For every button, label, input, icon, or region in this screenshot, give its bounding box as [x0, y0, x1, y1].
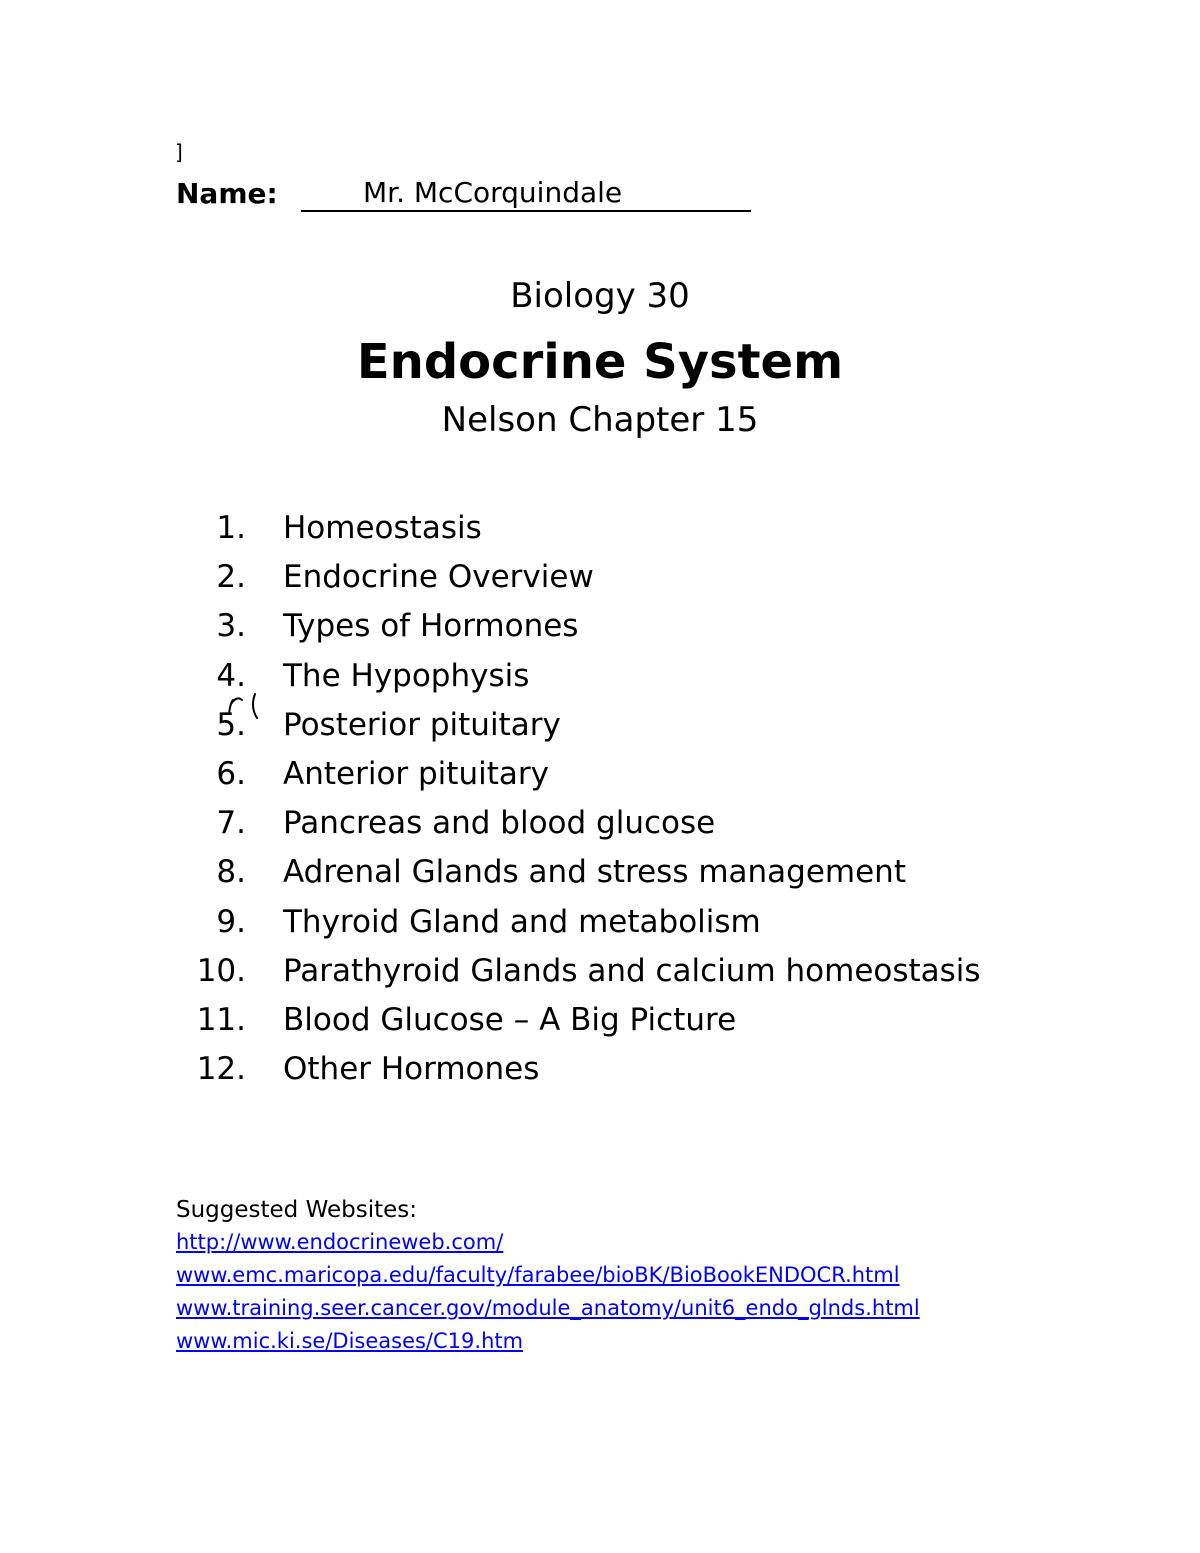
topic-number: 11. — [196, 1001, 246, 1038]
topic-number: 2. — [216, 559, 246, 596]
topic-text: Thyroid Gland and metabolism — [283, 903, 761, 940]
topic-text: Anterior pituitary — [283, 755, 549, 792]
topic-number: 4. — [216, 657, 246, 694]
topic-text: Other Hormones — [283, 1051, 540, 1088]
topic-text: Blood Glucose – A Big Picture — [283, 1001, 737, 1038]
website-link-mic-ki[interactable]: www.mic.ki.se/Diseases/C19.htm — [176, 1329, 524, 1353]
topic-number: 5. — [216, 706, 246, 743]
website-link-endocrineweb[interactable]: http://www.endocrineweb.com/ — [176, 1230, 504, 1254]
topic-text: Posterior pituitary — [283, 706, 561, 743]
name-row — [176, 172, 751, 212]
topic-number: 12. — [196, 1051, 246, 1088]
chapter-subtitle: Nelson Chapter 15 — [441, 400, 759, 440]
page-title: Endocrine System — [356, 334, 844, 390]
name-label: Name: — [176, 177, 278, 210]
websites-heading: Suggested Websites: — [176, 1197, 418, 1223]
name-field: Mr. McCorquindale — [301, 176, 751, 212]
topic-number: 6. — [216, 755, 246, 792]
topic-text: Types of Hormones — [283, 608, 579, 645]
topic-text: Adrenal Glands and stress management — [283, 854, 906, 891]
topic-number: 9. — [216, 903, 246, 940]
course-heading: Biology 30 — [510, 276, 690, 316]
stray-bracket-mark: ] — [175, 140, 183, 164]
topic-number: 1. — [216, 510, 246, 546]
topic-text: The Hypophysis — [283, 657, 530, 694]
website-link-seer-cancer[interactable]: www.training.seer.cancer.gov/module_anatomy/unit6_endo_glnds.html — [176, 1296, 920, 1320]
topic-text: Homeostasis — [283, 510, 482, 546]
topic-text: Endocrine Overview — [283, 559, 594, 596]
website-link-maricopa[interactable]: www.emc.maricopa.edu/faculty/farabee/bioBK/BioBookENDOCR.html — [176, 1263, 900, 1287]
topic-text: Parathyroid Glands and calcium homeostasis — [283, 952, 981, 989]
topic-number: 3. — [216, 608, 246, 645]
suggested-websites — [176, 1194, 920, 1359]
handwritten-pen-mark — [225, 684, 265, 728]
topic-number: 7. — [216, 805, 246, 842]
topic-text: Pancreas and blood glucose — [283, 805, 716, 842]
topic-number: 8. — [216, 854, 246, 891]
topic-number: 10. — [196, 952, 246, 989]
